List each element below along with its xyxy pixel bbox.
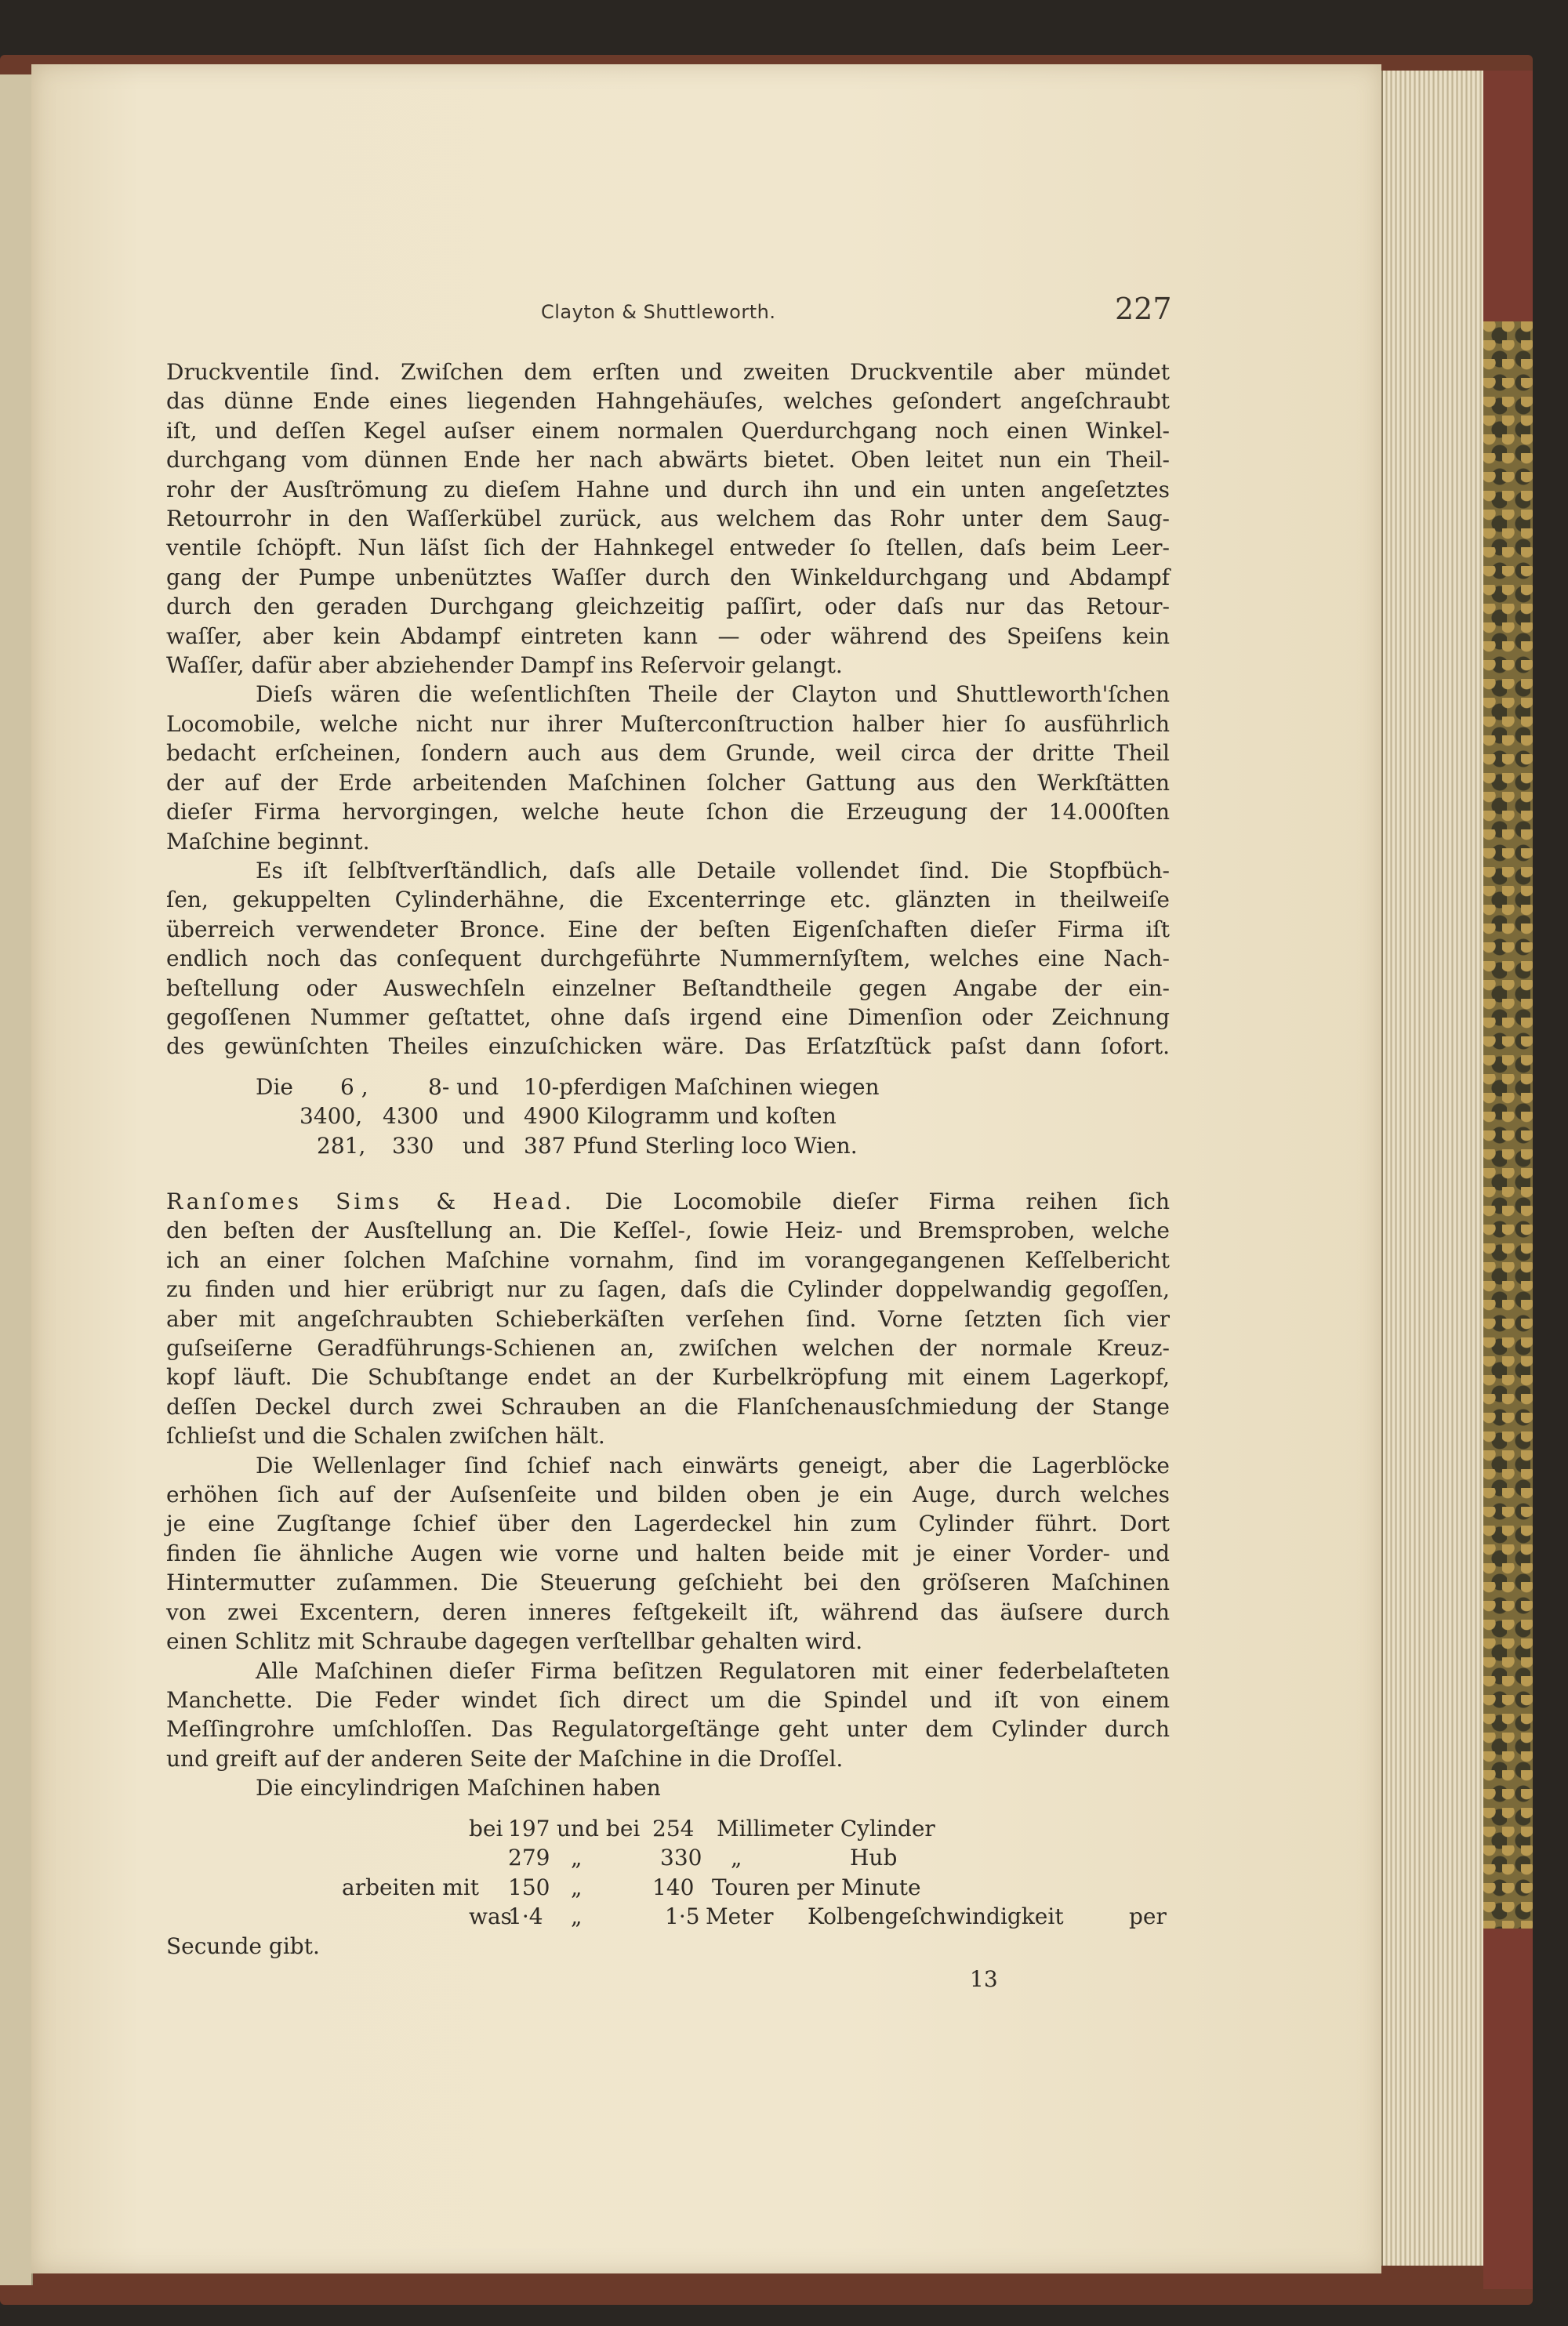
table-cell: Kolbengeſchwindigkeit — [808, 1903, 1064, 1930]
text-fragment: Die Locomobile dieſer Firma reihen ſich — [604, 1188, 1170, 1214]
text-line: durch den geraden Durchgang gleichzeitig paſſirt, oder daſs nur das Retour- — [166, 593, 1170, 620]
table-cell: 4900 Kilogramm und koſten — [524, 1103, 837, 1130]
text-line: rohr der Ausſtrömung zu dieſem Hahne und durch ihn und ein unten angeſetztes — [166, 476, 1170, 503]
book-cover-top — [1483, 71, 1533, 321]
text-line: waſſer, aber kein Abdampf eintreten kann — oder während des Speiſens kein — [166, 622, 1170, 649]
table-cell: 4300 — [383, 1103, 439, 1130]
table-cell: 140 — [652, 1874, 695, 1900]
table-cell: 254 — [652, 1816, 695, 1842]
text-line: deſſen Deckel durch zwei Schrauben an die Flanſchenausſchmiedung der Stange — [166, 1393, 1170, 1420]
table-cell: per — [1129, 1903, 1167, 1930]
table-cell: und — [463, 1132, 505, 1159]
text-line: Die Wellenlager ſind ſchief nach einwärts geneigt, aber die Lagerblöcke — [256, 1452, 1170, 1479]
table-cell: 1·5 — [665, 1903, 700, 1930]
table-cell: 330 — [392, 1132, 434, 1159]
text-line: durchgang vom dünnen Ende her nach abwärts bietet. Oben leitet nun ein Theil- — [166, 447, 1170, 474]
table-row — [166, 1932, 1170, 1961]
text-line: ventile ſchöpft. Nun läſst ſich der Hahnkegel entweder ſo ſtellen, daſs beim Leer- — [166, 535, 1170, 561]
table-cell: 281, — [317, 1132, 366, 1159]
text-line: von zwei Excentern, deren inneres feſtgekeilt iſt, während das äuſsere durch — [166, 1598, 1170, 1625]
text-line: Waſſer, dafür aber abziehender Dampf ins Reſervoir gelangt. — [166, 652, 843, 679]
text-line: Locomobile, welche nicht nur ihrer Muſterconſtruction halber hier ſo ausführlich — [166, 710, 1170, 737]
text-line: Dieſs wären die weſentlichſten Theile der Clayton und Shuttleworth'ſchen — [256, 681, 1170, 708]
text-line: gegoſſenen Nummer geſtattet, ohne daſs irgend eine Dimenſion oder Zeichnung — [166, 1003, 1170, 1030]
text-line: Druckventile ſind. Zwiſchen dem erſten und zweiten Druckventile aber mündet — [166, 359, 1170, 385]
signature-mark: 13 — [970, 1966, 998, 1992]
text-line: dieſer Firma hervorgingen, welche heute ſchon die Erzeugung der 14.000ſten — [166, 799, 1170, 826]
page-stack-edge — [1381, 71, 1485, 2266]
table-cell: 8- und — [428, 1074, 499, 1100]
text-line: Die eincylindrigen Maſchinen haben — [256, 1775, 661, 1802]
table-cell: Die — [256, 1074, 293, 1100]
text-line: Manchette. Die Feder windet ſich direct um die Spindel und iſt von einem — [166, 1686, 1170, 1713]
table-cell: Secunde gibt. — [166, 1932, 320, 1959]
text-line: Alle Maſchinen dieſer Firma beſitzen Regulatoren mit einer federbelaſteten — [256, 1657, 1170, 1684]
left-page-edge — [0, 74, 33, 2285]
table-cell: bei — [469, 1816, 503, 1842]
text-line: des gewünſchten Theiles einzuſchicken wäre. Das Erſatzſtück paſst dann ſofort. — [166, 1033, 1170, 1060]
text-line: das dünne Ende eines liegenden Hahngehäuſes, welches geſondert angeſchraubt — [166, 388, 1170, 415]
table-row — [166, 1873, 1170, 1902]
company-name: Ranſomes Sims & Head. — [166, 1188, 575, 1214]
text-line: Maſchine beginnt. — [166, 828, 370, 855]
text-line: iſt, und deſſen Kegel auſser einem normalen Querdurchgang noch einen Winkel- — [166, 417, 1170, 444]
table-cell: 150 — [508, 1874, 550, 1900]
table-cell: Hub — [850, 1845, 898, 1871]
table-cell: Touren per Minute — [712, 1874, 921, 1900]
text-line: aber mit angeſchraubten Schieberkäſten verſehen ſind. Vorne ſetzten ſich vier — [166, 1305, 1170, 1332]
text-line: bedacht erſcheinen, ſondern auch aus dem Grunde, weil circa der dritte Theil — [166, 740, 1170, 767]
table-cell: 3400, — [299, 1103, 363, 1130]
text-line: beſtellung oder Auswechſeln einzelner Beſtandtheile gegen Angabe der ein- — [166, 974, 1170, 1001]
table-cell: „ — [571, 1874, 583, 1900]
book-cover-bottom — [1483, 1929, 1533, 2289]
marbled-cover — [1483, 321, 1533, 1929]
table-cell: 10-pferdigen Maſchinen wiegen — [524, 1074, 880, 1100]
text-line: Es iſt ſelbſtverſtändlich, daſs alle Detaile vollendet ſind. Die Stopfbüch- — [256, 857, 1170, 884]
table-cell: und — [463, 1103, 505, 1130]
text-line: Retourrohr in den Waſſerkübel zurück, aus welchem das Rohr unter dem Saug- — [166, 506, 1170, 532]
table-cell: 197 — [508, 1816, 550, 1842]
text-line: ſen, gekuppelten Cylinderhähne, die Excenterringe etc. glänzten in theilweiſe — [166, 887, 1170, 913]
text-line: zu finden und hier erübrigt nur zu ſagen, daſs die Cylinder doppelwandig gegoſſen, — [166, 1276, 1170, 1303]
text-line: gang der Pumpe unbenütztes Waſſer durch den Winkeldurchgang und Abdampf — [166, 564, 1170, 590]
table-cell: und bei — [557, 1816, 641, 1842]
weights-prices-table — [166, 1072, 1170, 1160]
table-cell: „ — [571, 1845, 583, 1871]
text-line: Hintermutter zuſammen. Die Steuerung geſchieht bei den gröſseren Maſchinen — [166, 1569, 1170, 1596]
running-head: Clayton & Shuttleworth. — [541, 301, 776, 323]
text-line: und greift auf der anderen Seite der Maſchine in die Droſſel. — [166, 1745, 844, 1772]
text-line: erhöhen ſich auf der Auſsenſeite und bilden oben je ein Auge, durch welches — [166, 1482, 1170, 1508]
table-cell: was — [469, 1903, 513, 1930]
text-line: je eine Zugſtange ſchief über den Lagerdeckel hin zum Cylinder führt. Dort — [166, 1511, 1170, 1537]
table-row — [166, 1902, 1170, 1931]
text-line: den beſten der Ausſtellung an. Die Keſſel-, ſowie Heiz- und Bremsproben, welche — [166, 1217, 1170, 1244]
text-line: guſseiſerne Geradführungs-Schienen an, zwiſchen welchen der normale Kreuz- — [166, 1335, 1170, 1362]
text-line: ſchlieſst und die Schalen zwiſchen hält. — [166, 1423, 605, 1450]
text-line: endlich noch das conſequent durchgeführte Nummernſyſtem, welches eine Nach- — [166, 945, 1170, 972]
text-line: der auf der Erde arbeitenden Maſchinen ſolcher Gattung aus den Werkſtätten — [166, 769, 1170, 796]
table-row — [166, 1843, 1170, 1872]
table-cell: Meter — [706, 1903, 774, 1930]
text-line — [166, 1187, 1170, 1216]
table-row — [166, 1072, 1170, 1101]
table-row — [166, 1131, 1170, 1160]
table-cell: Millimeter Cylinder — [717, 1816, 935, 1842]
text-line: überreich verwendeter Bronce. Eine der beſten Eigenſchaften dieſer Firma iſt — [166, 916, 1170, 942]
table-cell: 6 , — [340, 1074, 368, 1100]
table-cell: „ — [571, 1903, 583, 1930]
table-cell: 330 — [660, 1845, 702, 1871]
text-line: Meſſingrohre umſchloſſen. Das Regulatorgeſtänge geht unter dem Cylinder durch — [166, 1716, 1170, 1743]
table-cell: 279 — [508, 1845, 550, 1871]
table-cell: „ — [731, 1845, 742, 1871]
text-line: ich an einer ſolchen Maſchine vornahm, ſind im vorangegangenen Keſſelbericht — [166, 1246, 1170, 1273]
engine-specs-table — [166, 1814, 1170, 1961]
page-number: 227 — [1115, 292, 1172, 326]
table-cell: 1·4 — [508, 1903, 543, 1930]
text-line: einen Schlitz mit Schraube dagegen verſtellbar gehalten wird. — [166, 1628, 863, 1655]
text-line: kopf läuft. Die Schubſtange endet an der Kurbelkröpfung mit einem Lagerkopf, — [166, 1364, 1170, 1391]
table-row — [166, 1101, 1170, 1130]
body-text — [166, 357, 1170, 1061]
body-text-ransomes — [166, 1187, 1170, 1803]
table-cell: arbeiten mit — [342, 1874, 480, 1900]
table-row — [166, 1814, 1170, 1843]
table-cell: 387 Pfund Sterling loco Wien. — [524, 1132, 858, 1159]
text-line: finden ſie ähnliche Augen wie vorne und halten beide mit je einer Vorder- und — [166, 1540, 1170, 1566]
